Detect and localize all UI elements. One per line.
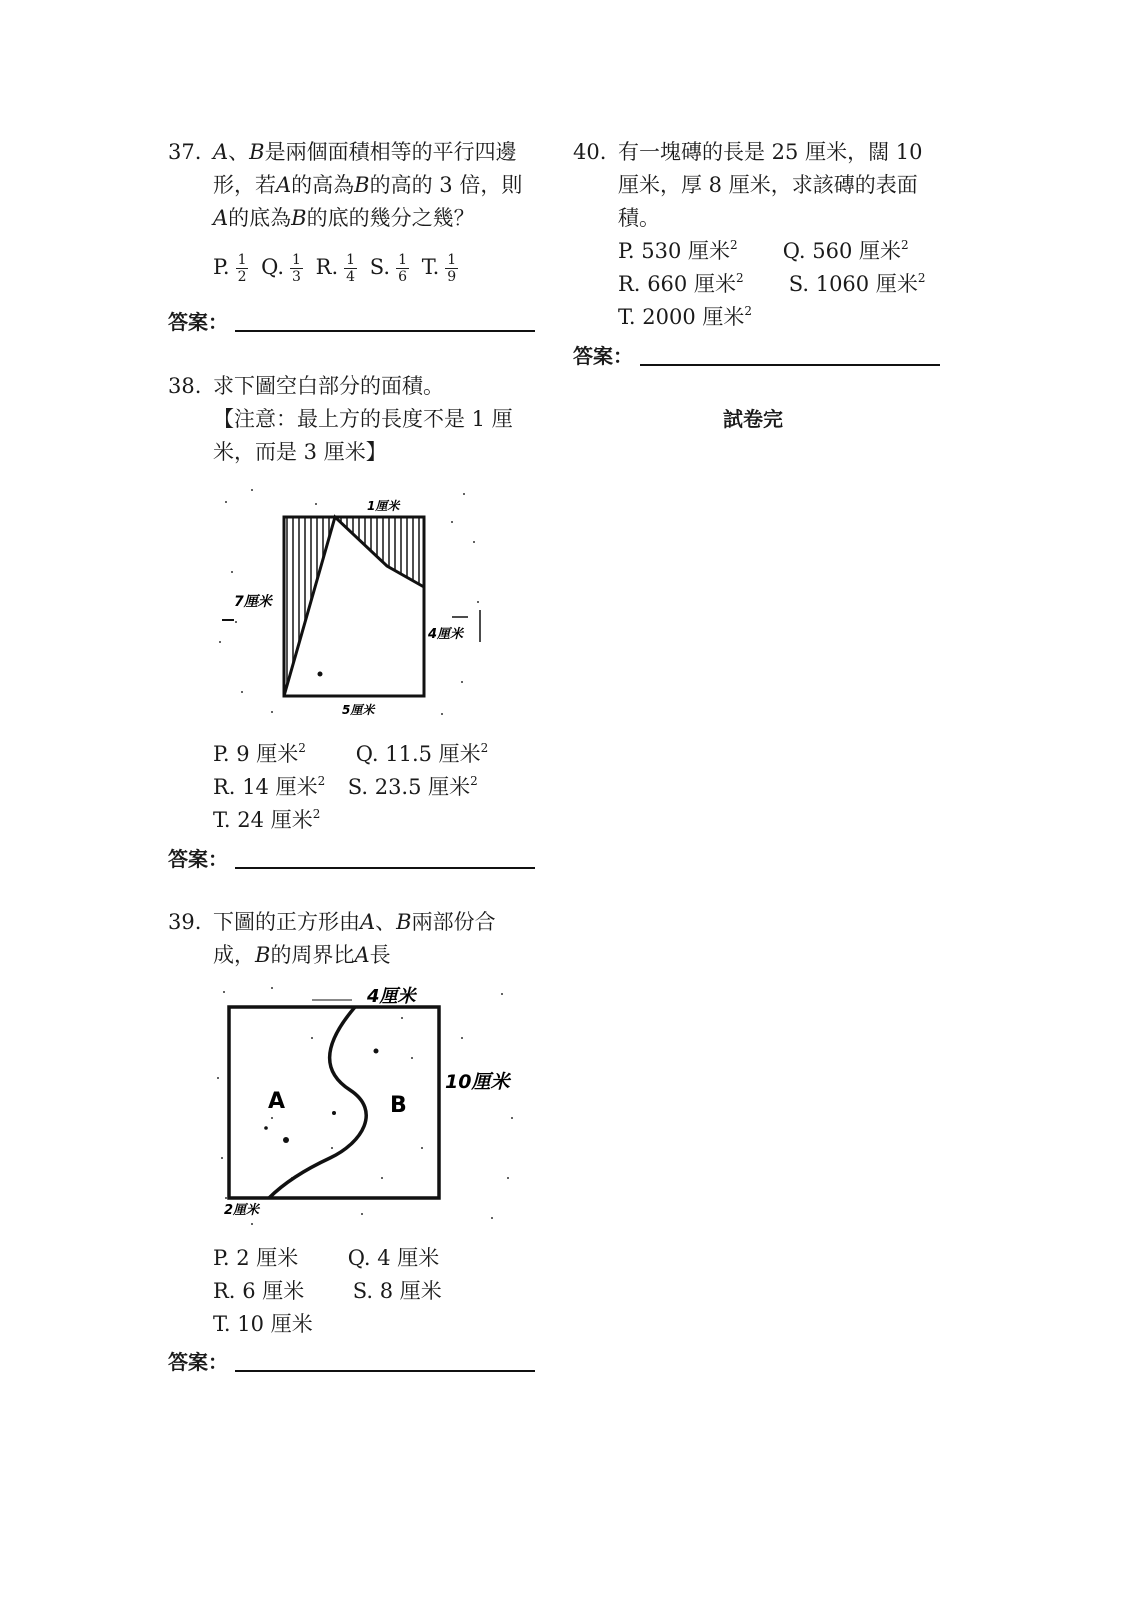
question-number: 40. [573,140,607,164]
option-value: 4 厘米 [377,1246,440,1270]
text-segment: B [396,910,412,934]
fraction [290,252,303,285]
option-key: P. [213,255,230,279]
exponent: 2 [917,271,926,285]
quadrilateral-diagram [212,482,492,722]
answer-label: 答案： [168,310,228,334]
label-top: 1厘米 [367,499,400,513]
label-bottom: 2厘米 [224,1203,260,1218]
text-segment: 的底為 [228,206,292,230]
text-segment: 成， [213,943,255,967]
option-key: P. [213,742,230,766]
option-p[interactable] [618,235,776,268]
option-list [213,1242,442,1341]
denominator: 9 [447,269,457,285]
option-key: Q. [782,239,806,263]
question-38 [168,370,548,480]
option-key: Q. [347,1246,371,1270]
option-key: R. [213,775,236,799]
option-value: 560 厘米 [812,239,901,263]
option-key: R. [315,255,339,279]
question-number: 39. [168,910,202,934]
figure-39 [212,978,522,1238]
option-t[interactable] [422,251,465,285]
option-value: 24 厘米 [237,808,313,832]
text-segment: 是兩個面積相等的平行四邊 [264,140,517,164]
option-s[interactable] [353,1275,442,1308]
option-value: 2 厘米 [236,1246,299,1270]
question-40 [573,136,953,336]
question-37 [168,136,548,306]
option-r[interactable] [618,268,782,301]
option-key: T. [421,255,440,279]
option-key: S. [788,272,810,296]
answer-blank[interactable] [235,1370,535,1372]
option-q[interactable] [261,251,309,285]
label-top: 4厘米 [367,986,416,1007]
option-value: 660 厘米 [647,272,736,296]
option-key: S. [352,1279,374,1303]
exponent: 2 [317,774,326,788]
option-s[interactable] [370,251,415,285]
option-t[interactable] [618,301,752,334]
text-line: 有一塊磚的長是 25 厘米，闊 10 [618,140,923,164]
fraction [236,252,249,285]
numerator: 1 [398,252,407,268]
fraction [396,252,409,285]
option-value: 530 厘米 [641,239,731,263]
region-a-label: A [268,1089,286,1114]
numerator: 1 [447,252,457,268]
option-q[interactable] [348,1242,440,1275]
option-key: R. [618,272,641,296]
numerator: 1 [346,252,356,268]
text-segment: 的高的 3 倍，則 [369,173,523,197]
option-key: P. [213,1246,230,1270]
answer-label: 答案： [168,847,228,871]
text-line: 厘米，厚 8 厘米，求該磚的表面 [618,173,918,197]
answer-label: 答案： [168,1350,228,1374]
option-list [213,738,488,837]
text-line: 【注意：最上方的長度不是 1 厘 [213,407,513,431]
option-value: 1060 厘米 [815,272,918,296]
option-key: T. [213,1312,231,1336]
option-key: T. [213,808,231,832]
text-segment: 長 [369,943,391,967]
option-key: Q. [261,255,285,279]
text-segment: B [291,206,307,230]
text-segment: A [276,173,292,197]
question-text [213,136,522,285]
option-key: S. [369,255,391,279]
option-value: 11.5 厘米 [385,742,481,766]
exponent: 2 [470,774,478,788]
question-number: 37. [168,140,202,164]
option-r[interactable] [213,771,341,804]
option-q[interactable] [783,235,909,268]
text-segment: 下圖的正方形由 [213,910,360,934]
question-text [213,370,513,469]
option-t[interactable] [213,1308,313,1341]
option-s[interactable] [348,771,478,804]
text-segment: 形，若 [213,173,276,197]
option-r[interactable] [316,251,363,285]
exponent: 2 [480,741,489,755]
option-q[interactable] [356,738,489,771]
denominator: 2 [237,269,247,285]
numerator: 1 [237,252,247,268]
option-list [213,251,522,285]
figure-38 [212,482,492,726]
label-right: 4厘米 [428,627,464,642]
option-p[interactable] [213,1242,341,1275]
option-value: 14 厘米 [242,775,318,799]
fraction [445,252,458,285]
question-39 [168,906,548,976]
text-segment: A [360,910,376,934]
exponent: 2 [298,741,306,755]
question-text [213,906,496,972]
option-value: 8 厘米 [379,1279,442,1303]
text-line: 求下圖空白部分的面積。 [213,374,444,398]
option-value: 23.5 厘米 [374,775,471,799]
text-line: 積。 [618,206,660,230]
exponent: 2 [312,807,321,821]
text-segment: A [354,943,370,967]
fraction [344,252,357,285]
denominator: 6 [398,269,407,285]
exponent: 2 [744,304,753,318]
text-segment: 的周界比 [270,943,355,967]
option-value: 9 厘米 [236,742,299,766]
text-segment: A [213,206,229,230]
denominator: 3 [292,269,301,285]
option-key: S. [347,775,369,799]
answer-blank[interactable] [640,364,940,366]
text-line: 米，而是 3 厘米】 [213,440,387,464]
options-38 [168,738,548,838]
option-key: R. [213,1279,236,1303]
option-value: 2000 厘米 [642,305,745,329]
text-segment: 、 [375,910,397,934]
option-t[interactable] [213,804,320,837]
label-left: 7厘米 [234,594,272,610]
label-bottom: 5厘米 [342,703,375,717]
option-p[interactable] [213,738,349,771]
question-number: 38. [168,374,202,398]
option-key: T. [618,305,636,329]
text-segment: 的底的幾分之幾？ [306,206,475,230]
answer-label: 答案： [573,344,633,368]
exponent: 2 [735,271,744,285]
square-diagram [212,978,522,1234]
numerator: 1 [292,252,301,268]
text-segment: B [354,173,370,197]
answer-blank[interactable] [235,867,535,869]
option-key: P. [618,239,635,263]
paper-end-text: 試卷完 [723,407,783,431]
option-s[interactable] [789,268,926,301]
exponent: 2 [730,238,738,252]
option-value: 6 厘米 [242,1279,305,1303]
answer-blank[interactable] [235,330,535,332]
text-segment: 、 [228,140,250,164]
text-segment: B [255,943,271,967]
text-segment: B [249,140,265,164]
option-p[interactable] [213,251,254,285]
denominator: 4 [346,269,356,285]
label-right: 10厘米 [445,1071,510,1093]
text-segment: 兩部份合 [411,910,496,934]
question-text [618,136,925,334]
option-key: Q. [355,742,379,766]
option-r[interactable] [213,1275,346,1308]
text-segment: 的高為 [291,173,355,197]
exponent: 2 [901,238,909,252]
options-39 [168,1242,548,1342]
option-value: 10 厘米 [237,1312,313,1336]
text-segment: A [213,140,229,164]
region-b-label: B [390,1093,407,1118]
